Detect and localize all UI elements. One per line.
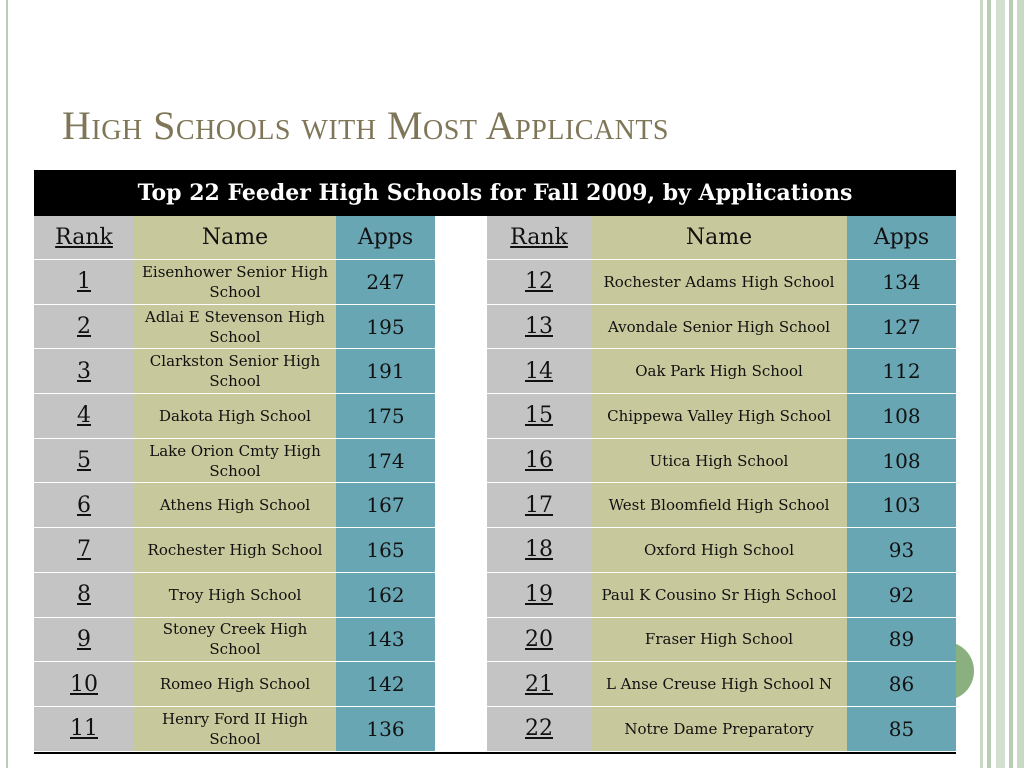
table-row — [34, 618, 956, 663]
apps-count: 127 — [847, 305, 956, 350]
rank-link[interactable]: 17 — [487, 483, 591, 528]
header-name-left: Name — [134, 216, 336, 260]
table-row — [34, 349, 956, 394]
school-name: Eisenhower Senior High School — [134, 260, 336, 305]
table-row — [34, 528, 956, 573]
school-name: Athens High School — [134, 483, 336, 528]
column-gap — [435, 216, 487, 260]
school-name: Fraser High School — [591, 618, 847, 663]
table-row — [34, 662, 956, 707]
column-gap — [435, 305, 487, 350]
rank-link[interactable]: 19 — [487, 573, 591, 618]
apps-count: 86 — [847, 662, 956, 707]
column-gap — [435, 394, 487, 439]
column-gap — [435, 528, 487, 573]
apps-count: 89 — [847, 618, 956, 663]
school-name: Notre Dame Preparatory — [591, 707, 847, 752]
school-name: Paul K Cousino Sr High School — [591, 573, 847, 618]
apps-count: 167 — [336, 483, 435, 528]
apps-count: 195 — [336, 305, 435, 350]
apps-count: 112 — [847, 349, 956, 394]
column-gap — [435, 707, 487, 752]
school-name: Chippewa Valley High School — [591, 394, 847, 439]
table-body — [34, 260, 956, 752]
table-row — [34, 483, 956, 528]
header-rank-left: Rank — [34, 216, 134, 260]
rank-link[interactable]: 21 — [487, 662, 591, 707]
rank-link[interactable]: 16 — [487, 439, 591, 484]
apps-count: 136 — [336, 707, 435, 752]
school-name: L Anse Creuse High School N — [591, 662, 847, 707]
school-name: Utica High School — [591, 439, 847, 484]
table-header-row — [34, 216, 956, 260]
apps-count: 247 — [336, 260, 435, 305]
apps-count: 162 — [336, 573, 435, 618]
table-row — [34, 260, 956, 305]
right-decorative-stripes — [976, 0, 1024, 768]
column-gap — [435, 618, 487, 663]
rank-link[interactable]: 12 — [487, 260, 591, 305]
school-name: Henry Ford II High School — [134, 707, 336, 752]
school-name: Troy High School — [134, 573, 336, 618]
apps-count: 103 — [847, 483, 956, 528]
table-row — [34, 573, 956, 618]
apps-count: 174 — [336, 439, 435, 484]
header-rank-right: Rank — [487, 216, 591, 260]
table-row — [34, 394, 956, 439]
rank-link[interactable]: 18 — [487, 528, 591, 573]
school-name: Rochester High School — [134, 528, 336, 573]
apps-count: 93 — [847, 528, 956, 573]
table-row — [34, 305, 956, 350]
rank-link[interactable]: 9 — [34, 618, 134, 663]
rank-link[interactable]: 20 — [487, 618, 591, 663]
school-name: Romeo High School — [134, 662, 336, 707]
school-name: Avondale Senior High School — [591, 305, 847, 350]
rank-link[interactable]: 11 — [34, 707, 134, 752]
rank-link[interactable]: 8 — [34, 573, 134, 618]
table-row — [34, 707, 956, 752]
left-border-line — [6, 0, 8, 768]
rank-link[interactable]: 4 — [34, 394, 134, 439]
apps-count: 142 — [336, 662, 435, 707]
header-apps-left: Apps — [336, 216, 435, 260]
column-gap — [435, 349, 487, 394]
column-gap — [435, 439, 487, 484]
rank-link[interactable]: 1 — [34, 260, 134, 305]
rank-link[interactable]: 2 — [34, 305, 134, 350]
school-name: Oxford High School — [591, 528, 847, 573]
school-name: Dakota High School — [134, 394, 336, 439]
apps-count: 92 — [847, 573, 956, 618]
school-name: West Bloomfield High School — [591, 483, 847, 528]
school-name: Clarkston Senior High School — [134, 349, 336, 394]
apps-count: 134 — [847, 260, 956, 305]
school-name: Stoney Creek High School — [134, 618, 336, 663]
rank-link[interactable]: 7 — [34, 528, 134, 573]
school-name: Adlai E Stevenson High School — [134, 305, 336, 350]
apps-count: 175 — [336, 394, 435, 439]
rank-link[interactable]: 15 — [487, 394, 591, 439]
apps-count: 85 — [847, 707, 956, 752]
rank-link[interactable]: 6 — [34, 483, 134, 528]
rank-link[interactable]: 10 — [34, 662, 134, 707]
rank-link[interactable]: 3 — [34, 349, 134, 394]
table-banner: Top 22 Feeder High Schools for Fall 2009, by Applications — [34, 170, 956, 216]
header-name-right: Name — [591, 216, 847, 260]
table-row — [34, 439, 956, 484]
column-gap — [435, 483, 487, 528]
apps-count: 165 — [336, 528, 435, 573]
column-gap — [435, 573, 487, 618]
header-apps-right: Apps — [847, 216, 956, 260]
table-bottom-rule — [34, 752, 956, 754]
apps-count: 108 — [847, 439, 956, 484]
page-title: High Schools with Most Applicants — [62, 103, 669, 148]
school-name: Oak Park High School — [591, 349, 847, 394]
feeder-schools-table — [34, 170, 956, 754]
school-name: Lake Orion Cmty High School — [134, 439, 336, 484]
apps-count: 108 — [847, 394, 956, 439]
school-name: Rochester Adams High School — [591, 260, 847, 305]
rank-link[interactable]: 5 — [34, 439, 134, 484]
column-gap — [435, 260, 487, 305]
column-gap — [435, 662, 487, 707]
rank-link[interactable]: 13 — [487, 305, 591, 350]
rank-link[interactable]: 22 — [487, 707, 591, 752]
apps-count: 143 — [336, 618, 435, 663]
apps-count: 191 — [336, 349, 435, 394]
rank-link[interactable]: 14 — [487, 349, 591, 394]
